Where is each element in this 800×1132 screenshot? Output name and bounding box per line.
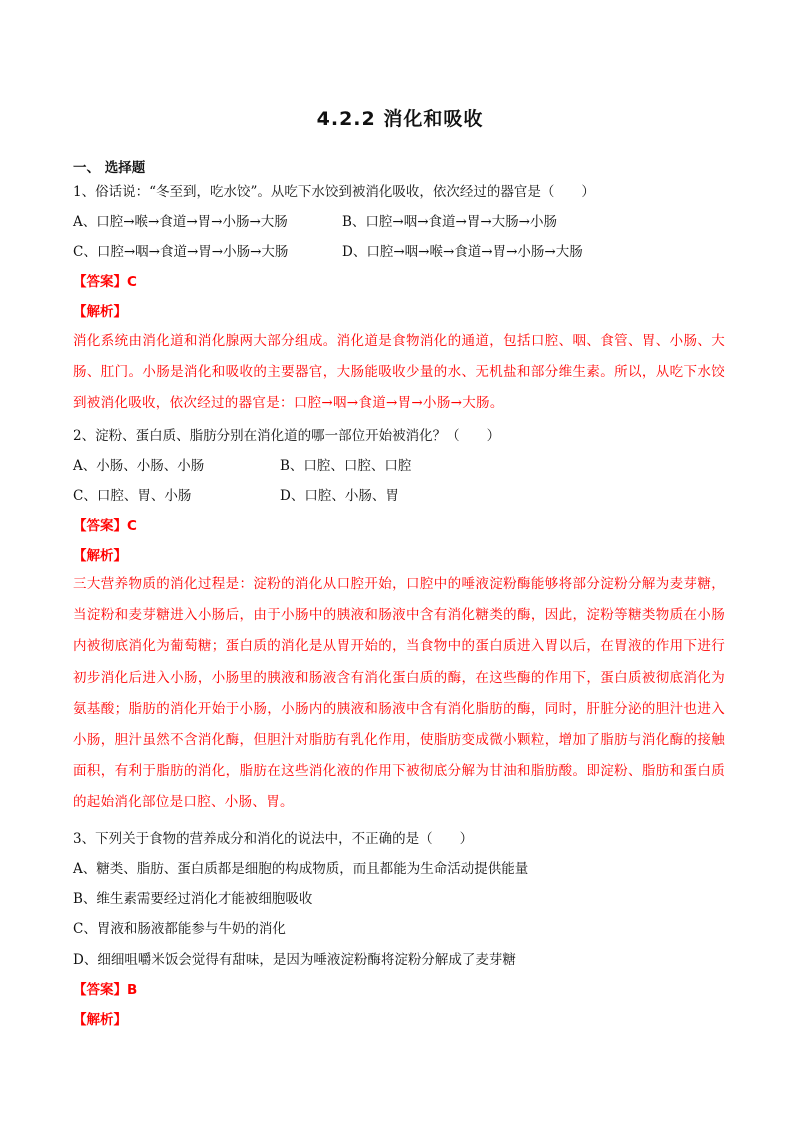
question-2-answer: 【答案】C xyxy=(73,518,137,534)
question-1-analysis: 消化系统由消化道和消化腺两大部分组成。消化道是食物消化的通道，包括口腔、咽、食管、胃、小肠、大肠、肛门。小肠是消化和吸收的主要器官，大肠能吸收少量的水、无机盐和部分维生素。所以，从吃下水饺到被消化吸收，依次经过的器官是：口腔→咽→食道→胃→小肠→大肠。 xyxy=(73,333,725,412)
question-2-option-c: C、口腔、胃、小肠 xyxy=(73,488,192,504)
question-3-option-b: B、维生素需要经过消化才能被细胞吸收 xyxy=(73,891,313,907)
question-3-option-d: D、细细咀嚼米饭会觉得有甜味，是因为唾液淀粉酶将淀粉分解成了麦芽糖 xyxy=(73,952,516,968)
question-1-answer: 【答案】C xyxy=(73,274,137,290)
question-3-option-c: C、胃液和肠液都能参与牛奶的消化 xyxy=(73,921,286,937)
question-2-analysis-label: 【解析】 xyxy=(73,548,127,564)
question-1-option-b: B、口腔→咽→食道→胃→大肠→小肠 xyxy=(342,214,557,230)
question-1-stem: 1、俗话说：“冬至到，吃水饺”。从吃下水饺到被消化吸收，依次经过的器官是（ ） xyxy=(73,184,595,200)
question-1-analysis-label: 【解析】 xyxy=(73,304,127,320)
question-2-stem: 2、淀粉、蛋白质、脂肪分别在消化道的哪一部位开始被消化？（ ） xyxy=(73,428,501,444)
question-3-option-a: A、糖类、脂肪、蛋白质都是细胞的构成物质，而且都能为生命活动提供能量 xyxy=(73,861,529,877)
question-2-option-d: D、口腔、小肠、胃 xyxy=(280,488,399,504)
question-2-analysis: 三大营养物质的消化过程是：淀粉的消化从口腔开始，口腔中的唾液淀粉酶能够将部分淀粉分解为麦芽糖，当淀粉和麦芽糖进入小肠后，由于小肠中的胰液和肠液中含有消化糖类的酶，因此，淀粉等糖类物质在小肠内被彻底消化为葡萄糖；蛋白质的消化是从胃开始的，当食物中的蛋白质进入胃以后，在胃液的作用下进行初步消化后进入小肠，小肠里的胰液和肠液含有消化蛋白质的酶，在这些酶的作用下，蛋白质被彻底消化为氨基酸；脂肪的消化开始于小肠，小肠内的胰液和肠液中含有消化脂肪的酶，同时，肝脏分泌的胆汁也进入小肠，胆汁虽然不含消化酶，但胆汁对脂肪有乳化作用，使脂肪变成微小颗粒，增加了脂肪与消化酶的接触面积，有利于脂肪的消化，脂肪在这些消化液的作用下被彻底分解为甘油和脂肪酸。即淀粉、脂肪和蛋白质的起始消化部位是口腔、小肠、胃。 xyxy=(73,576,725,811)
question-2-option-b: B、口腔、口腔、口腔 xyxy=(280,458,412,474)
section-heading: 一、 选择题 xyxy=(73,160,146,176)
question-3-analysis-label: 【解析】 xyxy=(73,1012,127,1028)
question-3-stem: 3、下列关于食物的营养成分和消化的说法中，不正确的是（ ） xyxy=(73,831,474,847)
question-3-answer: 【答案】B xyxy=(73,982,138,998)
question-2-option-a: A、小肠、小肠、小肠 xyxy=(73,458,205,474)
page-title: 4.2.2 消化和吸收 xyxy=(316,108,484,130)
question-1-option-c: C、口腔→咽→食道→胃→小肠→大肠 xyxy=(73,244,289,260)
question-1-option-a: A、口腔→喉→食道→胃→小肠→大肠 xyxy=(73,214,288,230)
question-1-option-d: D、口腔→咽→喉→食道→胃→小肠→大肠 xyxy=(342,244,583,260)
